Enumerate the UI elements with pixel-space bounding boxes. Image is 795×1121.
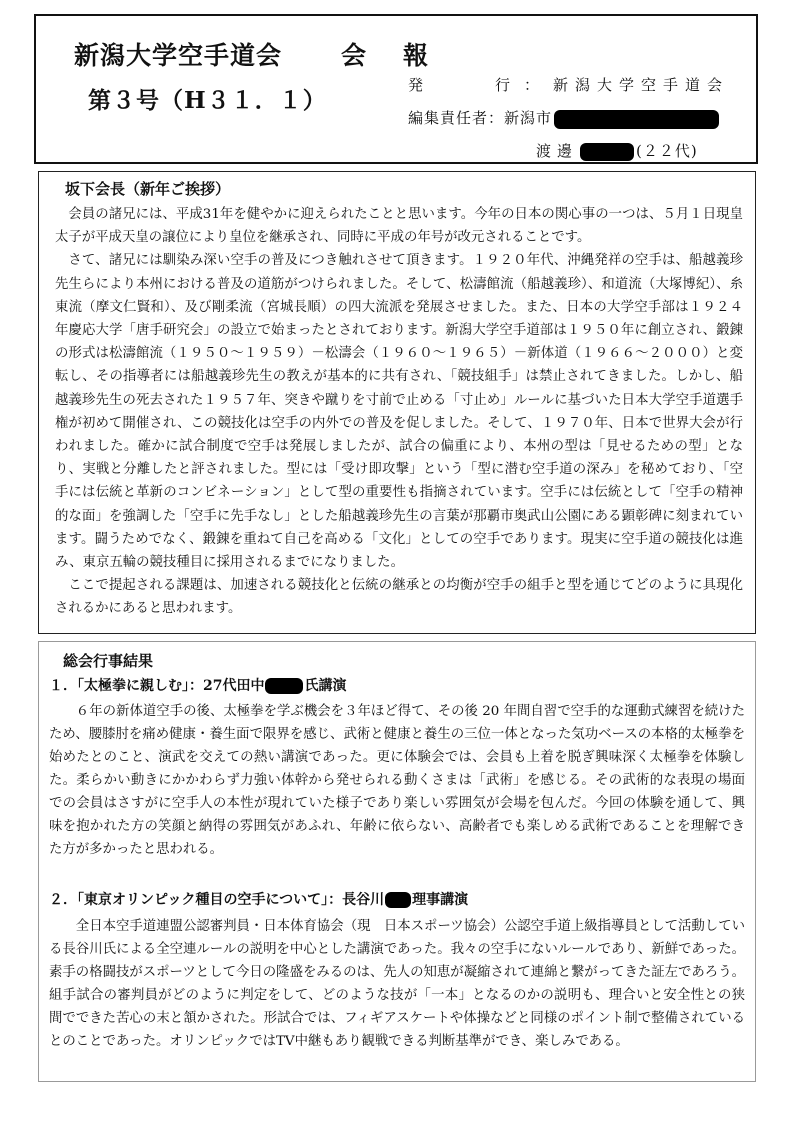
publisher-label: 発 行： xyxy=(408,76,554,94)
editor-line xyxy=(408,107,719,129)
organization-title: 新潟大学空手道会 xyxy=(74,41,283,70)
editor-generation: (２２代) xyxy=(636,142,698,160)
lecture-2-title xyxy=(49,889,468,909)
meeting-results-section xyxy=(38,641,756,1082)
lecture-1-title-text: １．「太極拳に親しむ」：27代田中 xyxy=(49,678,265,694)
redacted-name xyxy=(580,143,634,161)
editor-label: 編集責任者： xyxy=(408,109,505,127)
section-heading: 坂下会長（新年ご挨拶） xyxy=(65,180,231,198)
editor-name: 渡邊 xyxy=(536,142,579,160)
editor-city: 新潟市 xyxy=(504,109,553,127)
president-greeting-section xyxy=(38,171,756,634)
publisher-line xyxy=(408,74,729,95)
lecture-1-body: ６年の新体道空手の後、太極拳を学ぶ機会を３年ほど得て、その後 20 年間自習で空手的な運動式練習を続けたため、腰膝肘を痛め健康・養生面で限界を感じ、武術と健康と養生の三位一体となった気功ベースの本格的太極拳を始めたとのこと、演武を交えての熱い講演であった。更に体験会では、会員も上着を脱ぎ興味深く太極拳を体験した。柔らかい動きにかかわらず力強い体幹から発せられる動くさまは「武術」を感じる。その武術的な表現の場面での会員はさすがに空手人の本性が現れていた様子であり楽しい雰囲気が会場を包んだ。今回の体験を通して、興味を抱かれた方の笑顔と納得の雰囲気があふれ、年齢に依らない、高齢者でも楽しめる武術であることを理解できた方が多かったと思われる。 xyxy=(49,704,745,857)
lecture-2-title-suffix: 理事講演 xyxy=(412,892,469,908)
bulletin-label: 会 報 xyxy=(341,41,435,70)
newsletter-header xyxy=(34,14,758,164)
lecture-1-title xyxy=(49,675,346,695)
paragraph: ここで提起される課題は、加速される競技化と伝統の継承との均衡が空手の組手と型を通じてどのように具現化されるかにあると思われます。 xyxy=(55,578,743,617)
redacted-address xyxy=(554,110,719,129)
redacted-name xyxy=(265,678,303,694)
lecture-2-title-text: ２．「東京オリンピック種目の空手について」：長谷川 xyxy=(49,892,385,908)
section-heading: 総会行事結果 xyxy=(63,652,154,670)
editor-name-line xyxy=(536,140,698,161)
lecture-1-title-suffix: 氏講演 xyxy=(304,678,347,694)
redacted-name xyxy=(385,892,411,908)
paragraph: さて、諸兄には馴染み深い空手の普及につき触れさせて頂きます。１９２０年代、沖縄発祥の空手は、船越義珍先生らにより本州における普及の道筋がつけられました。そして、松濤館流（船越義珍）、和道流（大塚博紀）、糸東流（摩文仁賢和）、及び剛柔流（宮城長順）の四大流派を発展させました。また、日本の大学空手部は１９２４年慶応大学「唐手研究会」の設立で始まったとされております。新潟大学空手道部は１９５０年に創立され、鍛錬の形式は松濤館流（１９５０～１９５９）－松濤会（１９６０～１９６５）－新体道（１９６６～２０００）と変転し、その指導者には船越義珍先生の教えが基本的に共有され、「競技組手」は禁止されてきました。しかし、船越義珍先生の死去された１９５７年、突きや蹴りを寸前で止める「寸止め」ルールに基づいた日本大学空手道選手権が初めて開催され、この競技化は空手の内外での普及を促しました。そして、１９７０年、日本で世界大会が行われました。確かに試合制度で空手は発展しましたが、試合の偏重により、本州の型は「見せるための型」となり、実戦と分離したと評されました。型には「受け即攻撃」という「型に潜む空手道の深み」を秘めており、「空手には伝統と革新のコンビネーション」として型の重要性も指摘されています。空手には伝統として「空手の精神的な面」を強調した「空手に先手なし」とした船越義珍先生の言葉が那覇市奥武山公園にある顕彰碑に刻まれています。闘うためでなく、鍛錬を重ねて自己を高める「文化」としての空手であります。現実に空手道の競技化は進み、東京五輪の競技種目に採用されるまでになりました。 xyxy=(55,253,743,571)
greeting-body xyxy=(55,203,743,621)
publisher-value: 新潟大学空手道会 xyxy=(553,76,730,94)
issue-number: 第３号（H３１．１） xyxy=(88,87,327,114)
paragraph: 会員の諸兄には、平成31年を健やかに迎えられたことと思います。今年の日本の関心事の一つは、５月１日現皇太子が平成天皇の譲位により皇位を継承され、同時に平成の年号が改元されることです。 xyxy=(55,207,743,246)
lecture-2-body: 全日本空手道連盟公認審判員・日本体育協会（現 日本スポーツ協会）公認空手道上級指導員として活動している長谷川氏による全空連ルールの説明を中心とした講演であった。我々の空手にないルールであり、新鮮であった。素手の格闘技がスポーツとして今日の隆盛をみるのは、先人の知恵が凝縮されて連綿と繋がってきた証左であろう。組手試合の審判員がどのように判定をして、どのような技が「一本」となるのかの説明も、理合いと安全性との狭間でできた苦心の末と頷かされた。形試合では、フィギアスケートや体操などと同様のポイント制で整備されているとのことであった。オリンピックではTV中継もあり観戦できる判断基準ができ、楽しみである。 xyxy=(49,919,745,1049)
